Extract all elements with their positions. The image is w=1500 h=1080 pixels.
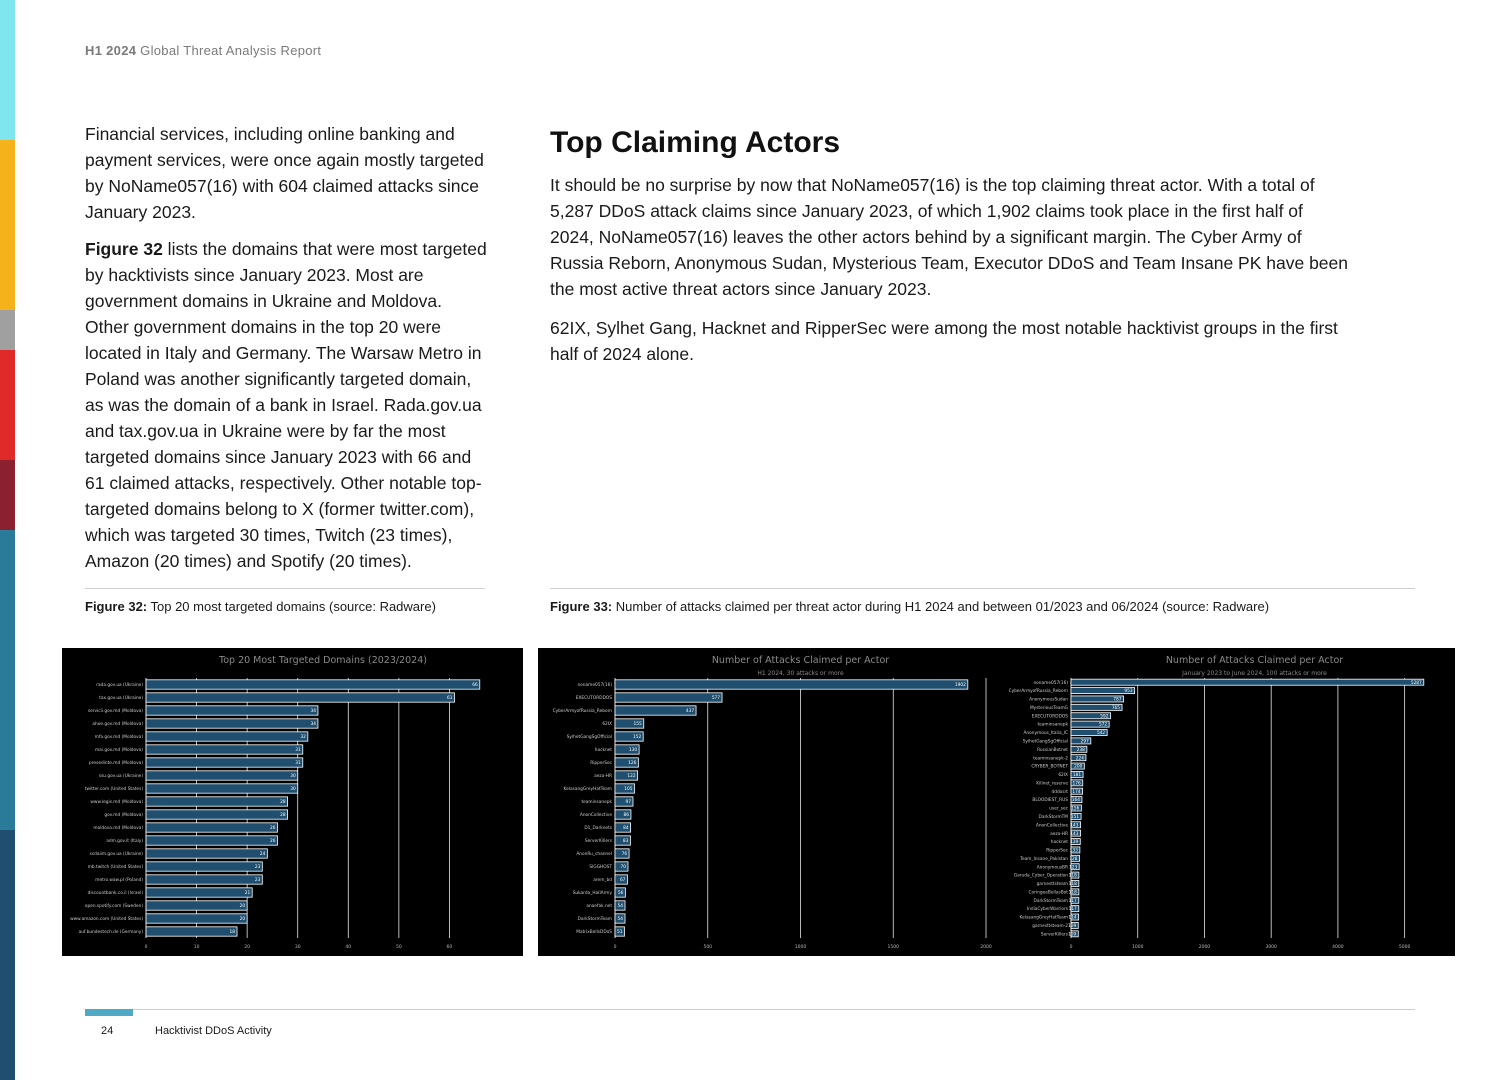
domains-chart-category-label: open.spotify.com (Sweden)	[84, 904, 143, 910]
domains-chart-bar	[146, 797, 288, 806]
actors-total-chart-value-label: 109	[1068, 932, 1077, 938]
domains-chart-category-label: www.amazon.com (United States)	[70, 917, 143, 923]
actors-total-chart-category-label: teaminsanepk-2	[1033, 756, 1068, 762]
actors-h1-chart-category-label: SylhetGangSgOfficial	[566, 735, 612, 741]
actors-total-chart-value-label: 133	[1069, 848, 1078, 854]
actors-h1-chart-value-label: 577	[711, 696, 721, 702]
actors-total-chart-category-label: Garuda_Cyber_Operation	[1013, 873, 1068, 879]
actors-total-chart-category-label: AnonymousSudan	[1029, 697, 1068, 703]
actors-h1-chart-value-label: 152	[632, 735, 642, 741]
footer-section-title: Hacktivist DDoS Activity	[155, 1025, 272, 1037]
domains-chart-bar	[146, 745, 303, 754]
actors-h1-chart-category-label: D1_Darknets	[584, 826, 612, 832]
domains-chart-bar	[146, 693, 454, 702]
actors-h1-chart-category-label: RipperSec	[590, 761, 612, 767]
actors-total-chart-category-label: noname057(16)	[1033, 680, 1068, 686]
domains-chart-bar	[146, 901, 247, 910]
actors-h1-chart-value-label: 84	[623, 826, 629, 832]
domains-chart-x-tick-label: 40	[345, 945, 352, 950]
actors-h1-chart-x-tick-label: 1500	[887, 945, 899, 950]
domains-chart-category-label: tax.gov.ua (Ukraine)	[99, 696, 143, 702]
decorative-stripe-navy	[0, 830, 15, 1080]
actors-h1-chart-title: Number of Attacks Claimed per Actor	[711, 655, 890, 666]
actor-claims-charts	[538, 648, 1455, 956]
actors-total-chart-value-label: 118	[1068, 890, 1077, 896]
actors-h1-chart-category-label: 62IX	[602, 722, 612, 728]
actors-total-chart-category-label: EXECUTORDDOS	[1031, 714, 1068, 720]
domains-chart-bar	[146, 680, 480, 689]
domains-chart-bar	[146, 719, 318, 728]
actors-total-chart-value-label: 592	[1100, 714, 1109, 720]
actors-total-chart-category-label: CyberArmyofRussia_Reborn	[1008, 689, 1068, 695]
actors-total-chart-category-label: KelasangGreyHatTeam	[1019, 915, 1068, 921]
actors-total-chart-category-label: AnonCollective	[1035, 823, 1068, 829]
actors-h1-chart-category-label: AnonCollective	[579, 813, 612, 819]
domains-chart-x-tick-label: 20	[244, 945, 251, 950]
actors-h1-chart-value-label: 83	[622, 839, 629, 845]
decorative-stripe-maroon	[0, 460, 15, 530]
actors-total-chart-category-label: CRYBER_BOTNET	[1031, 764, 1068, 770]
domains-chart-bar	[146, 784, 298, 793]
domains-chart-bar	[146, 732, 308, 741]
actors-h1-chart-value-label: 86	[623, 813, 629, 819]
actors-total-chart-value-label: 123	[1069, 865, 1078, 871]
actors-h1-chart-category-label: MatrixBellsDDoS	[576, 930, 612, 936]
report-year: H1 2024	[85, 43, 137, 58]
actors-h1-chart-category-label: anaefak.net	[586, 904, 612, 910]
decorative-stripe-red	[0, 350, 15, 460]
actors-total-chart-value-label: 118	[1068, 873, 1077, 879]
domains-chart-bar	[146, 862, 262, 871]
right-paragraph-1: It should be no surprise by now that NoName057(16) is the top claiming threat actor. With a total of 5,287 DDoS attack claims since January 2023, of which 1,902 claims took place in the first half of 2024, NoName057(16) leaves the other actors behind by a significant margin. The Cyber Army of Russia Reborn, Anonymous Sudan, Mysterious Team, Executor DDoS and Team Insane PK have been the most active threat actors since January 2023.	[550, 175, 1348, 299]
actors-total-chart-value-label: 174	[1072, 789, 1081, 795]
right-paragraph-2: 62IX, Sylhet Gang, Hacknet and RipperSec were among the most notable hacktivist groups in the first half of 2024 alone.	[550, 318, 1338, 364]
domains-chart-x-tick-label: 30	[294, 945, 301, 950]
domains-chart-value-label: 20	[239, 904, 246, 910]
actors-h1-chart-category-label: ServerKillers	[584, 839, 612, 845]
actors-total-chart-value-label: 297	[1080, 739, 1089, 745]
domains-chart-category-label: auf.bundestech.de (Germany)	[78, 930, 143, 936]
page-number: 24	[101, 1025, 114, 1037]
report-header	[85, 43, 321, 58]
actors-h1-chart-value-label: 126	[628, 761, 637, 767]
actors-total-chart-x-tick-label: 3000	[1265, 945, 1277, 950]
actors-total-chart-category-label: aeza-HR	[1050, 831, 1068, 837]
actors-h1-chart-x-tick-label: 500	[703, 945, 713, 950]
actors-h1-chart-category-label: KelasangGreyHatTeam	[563, 787, 612, 793]
actors-total-chart-value-label: 5287	[1410, 680, 1422, 686]
decorative-stripe-teal	[0, 530, 15, 830]
actors-total-chart-value-label: 765	[1111, 705, 1121, 711]
domains-chart-category-label: metro.waw.pl (Poland)	[95, 878, 143, 884]
actors-total-chart-value-label: 143	[1070, 831, 1079, 837]
actors-total-chart-x-tick-label: 1000	[1132, 945, 1144, 950]
figure-33-caption	[550, 599, 1269, 614]
actors-h1-chart-category-label: Sukarda_HallArmy	[572, 891, 612, 897]
actors-total-chart-value-label: 181	[1072, 773, 1082, 779]
domains-chart-category-label: www.legis.md (Moldova)	[90, 800, 143, 806]
actors-h1-chart-x-tick-label: 1000	[794, 945, 807, 950]
actors-total-chart-category-label: user_sec	[1049, 806, 1068, 812]
figure-reference: Figure 32	[85, 239, 163, 259]
left-paragraph-2	[85, 236, 487, 574]
report-title: Global Threat Analysis Report	[136, 43, 322, 58]
domains-chart-value-label: 31	[295, 761, 301, 767]
domains-chart-bar	[146, 914, 247, 923]
actors-total-chart-x-tick-label: 5000	[1398, 945, 1411, 950]
domains-chart-value-label: 30	[290, 787, 296, 793]
actors-h1-chart-x-tick-label: 0	[613, 945, 617, 950]
domains-chart-category-label: servicii.gov.md (Moldova)	[87, 709, 143, 715]
actors-total-chart-value-label: 109	[1068, 924, 1077, 930]
actors-h1-chart-category-label: CyberArmyofRussia_Reborn	[552, 709, 612, 715]
actors-h1-chart-category-label: hacknet	[594, 748, 612, 754]
actors-total-chart-value-label: 224	[1075, 756, 1084, 762]
actors-total-chart-title: Number of Attacks Claimed per Actor	[1165, 655, 1344, 666]
actors-h1-chart-bar	[615, 706, 696, 715]
domains-chart-value-label: 34	[310, 722, 316, 728]
actors-h1-chart-subtitle: H1 2024, 30 attacks or more	[757, 670, 844, 677]
right-column	[550, 124, 1350, 380]
actors-total-chart-value-label: 176	[1072, 781, 1081, 787]
decorative-stripe-gray	[0, 310, 15, 350]
actors-total-chart-value-label: 572	[1098, 722, 1108, 728]
domains-chart-bar	[146, 836, 277, 845]
actors-total-chart-value-label: 156	[1071, 806, 1080, 812]
actors-h1-chart-value-label: 67	[619, 878, 626, 884]
domains-chart-category-label: discountbank.co.il (Israel)	[87, 891, 143, 897]
domains-chart-x-tick-label: 50	[395, 945, 402, 950]
actors-h1-chart-value-label: 54	[617, 917, 624, 923]
actors-total-chart-category-label: garnesttsteam	[1036, 882, 1068, 888]
figure-32-label: Figure 32:	[85, 599, 148, 614]
actors-total-chart-category-label: Killnet_reserve	[1036, 781, 1068, 787]
actors-total-chart-value-label: 787	[1113, 697, 1122, 703]
domains-chart-bar	[146, 758, 303, 767]
domains-chart-category-label: rada.gov.ua (Ukraine)	[96, 683, 143, 689]
domains-chart-title: Top 20 Most Targeted Domains (2023/2024)	[219, 655, 427, 666]
actors-h1-chart-value-label: 70	[620, 865, 626, 871]
actors-total-chart-value-label: 128	[1069, 856, 1078, 862]
domains-chart-value-label: 20	[239, 917, 246, 923]
actors-total-chart-category-label: ServerKillers	[1040, 932, 1068, 938]
actors-total-chart-value-label: 238	[1076, 747, 1085, 753]
domains-chart-value-label: 23	[254, 865, 261, 871]
footer-rule	[133, 1009, 1415, 1010]
domains-chart-value-label: 31	[295, 748, 301, 754]
domains-chart-value-label: 18	[229, 930, 236, 936]
decorative-stripe-cyan	[0, 0, 15, 140]
actors-h1-chart-value-label: 155	[633, 722, 642, 728]
domains-chart-category-label: ssu.gov.ua (Ukraine)	[98, 774, 143, 780]
domains-chart-x-tick-label: 10	[193, 945, 200, 950]
domains-chart-bar	[146, 927, 237, 936]
actors-total-chart-category-label: IndiaCyberWarriors	[1026, 907, 1068, 913]
domains-chart-value-label: 26	[270, 839, 276, 845]
actors-h1-chart-bar	[615, 693, 722, 702]
domains-chart-value-label: 28	[280, 813, 286, 819]
actors-total-chart-value-label: 164	[1071, 798, 1080, 804]
actors-h1-chart-category-label: arem_bd	[593, 878, 612, 884]
domains-chart-bar	[146, 823, 277, 832]
domains-chart-bar	[146, 875, 262, 884]
figure-33-text: Number of attacks claimed per threat actor during H1 2024 and between 01/2023 and 06/2024 (source: Radware)	[612, 599, 1270, 614]
domains-chart-category-label: gov.md (Moldova)	[104, 813, 143, 819]
actors-h1-chart-value-label: 105	[624, 787, 633, 793]
actors-h1-chart-value-label: 122	[627, 774, 636, 780]
domains-chart-bar	[146, 706, 318, 715]
domains-chart-category-label: ssdaiim.gov.ua (Ukraine)	[89, 852, 143, 858]
domains-chart-x-tick-label: 60	[446, 945, 453, 950]
actors-total-chart-category-label: BLOODIEST_RUS	[1032, 798, 1068, 804]
left-paragraph-2-text: lists the domains that were most targeted by hacktivists since January 2023. Most are government domains in Ukraine and Moldova. Other government domains in the top 20 were located in Italy and Germany. The Warsaw Metro in Poland was another significantly targeted domain, as was the domain of a bank in Israel. Rada.gov.ua and tax.gov.ua in Ukraine were by far the most targeted domains since January 2023 with 66 and 61 claimed attacks, respectively. Other notable top-targeted domains belong to X (former twitter.com), which was targeted 30 times, Twitch (23 times), Amazon (20 times) and Spotify (20 times).	[85, 239, 487, 571]
figure-32-chart-panel	[62, 648, 523, 956]
domains-chart-category-label: moldova.md (Moldova)	[93, 826, 143, 832]
actors-total-chart-value-label: 200	[1074, 764, 1083, 770]
top-domains-chart	[62, 648, 523, 956]
actors-total-chart-value-label: 143	[1070, 823, 1079, 829]
actors-total-chart-category-label: Team_Insane_Pakistan	[1020, 856, 1068, 862]
actors-h1-chart-value-label: 97	[625, 800, 631, 806]
domains-chart-bar	[146, 849, 267, 858]
figure-32-text: Top 20 most targeted domains (source: Radware)	[147, 599, 436, 614]
actors-total-chart-category-label: dddosrt	[1051, 789, 1068, 795]
domains-chart-category-label: twitter.com (United States)	[84, 787, 143, 793]
actors-h1-chart-value-label: 437	[685, 709, 695, 715]
figure-32-caption	[85, 599, 436, 614]
domains-chart-bar	[146, 810, 288, 819]
actors-total-chart-value-label: 114	[1068, 915, 1077, 921]
actors-h1-chart-value-label: 130	[628, 748, 638, 754]
actors-total-chart-value-label: 117	[1068, 907, 1077, 913]
domains-chart-value-label: 30	[290, 774, 296, 780]
actors-total-chart-value-label: 118	[1068, 882, 1077, 888]
domains-chart-value-label: 32	[300, 735, 306, 741]
domains-chart-value-label: 34	[310, 709, 316, 715]
domains-chart-value-label: 21	[244, 891, 251, 897]
domains-chart-category-label: mfa.gov.md (Moldova)	[94, 735, 143, 741]
left-column	[85, 121, 487, 585]
caption-rule-right	[550, 588, 1415, 589]
footer-accent-bar	[85, 1009, 133, 1016]
actors-total-chart-subtitle: January 2023 to June 2024, 100 attacks or more	[1182, 670, 1327, 677]
actors-total-chart-category-label: garnesttsteam-2	[1032, 924, 1068, 930]
section-heading: Top Claiming Actors	[550, 126, 841, 159]
actors-total-chart-x-tick-label: 0	[1069, 945, 1073, 950]
actors-h1-chart-value-label: 76	[621, 852, 628, 858]
figure-33-label: Figure 33:	[550, 599, 613, 614]
actors-total-chart-category-label: SylhetGangSgOfficial	[1022, 739, 1068, 745]
actors-h1-chart-category-label: aeza-HR	[594, 774, 612, 780]
left-paragraph-1: Financial services, including online banking and payment services, were once again mostly targeted by NoName057(16) with 604 claimed attacks since January 2023.	[85, 124, 484, 222]
domains-chart-category-label: mai.gov.md (Moldova)	[94, 748, 143, 754]
actors-h1-chart-x-tick-label: 2000	[980, 945, 992, 950]
domains-chart-category-label: adm.gov.it (Italy)	[106, 839, 143, 845]
actors-total-chart-category-label: Anonymous_Italia_IC	[1023, 731, 1068, 737]
domains-chart-value-label: 66	[472, 683, 478, 689]
domains-chart-value-label: 26	[270, 826, 276, 832]
actors-total-chart-category-label: RipperSec	[1046, 848, 1068, 854]
actors-total-chart-bar	[1071, 679, 1424, 685]
actors-total-chart-x-tick-label: 2000	[1198, 945, 1211, 950]
domains-chart-value-label: 61	[447, 696, 453, 702]
actors-total-chart-category-label: 62IX	[1058, 773, 1068, 779]
domains-chart-category-label: presedinte.md (Moldova)	[89, 761, 143, 767]
actors-h1-chart-bar	[615, 680, 968, 689]
actors-total-chart-value-label: 151	[1070, 814, 1080, 820]
domains-chart-bar	[146, 888, 252, 897]
actors-h1-chart-category-label: noname057(16)	[577, 683, 612, 689]
domains-chart-value-label: 23	[254, 878, 261, 884]
actors-total-chart-category-label: DarkStormTM	[1038, 814, 1068, 820]
actors-h1-chart-category-label: teaminsanepk	[581, 800, 612, 806]
actors-h1-chart-category-label: EXECUTORDDOS	[575, 696, 612, 702]
actors-h1-chart-value-label: 51	[616, 930, 623, 936]
domains-chart-category-label: ahoe.gov.md (Moldova)	[92, 722, 143, 728]
actors-h1-chart-value-label: 56	[617, 891, 624, 897]
actors-total-chart-category-label: AnonymousBR	[1036, 865, 1068, 871]
actors-h1-chart-value-label: 54	[617, 904, 624, 910]
domains-chart-x-tick-label: 0	[144, 945, 148, 950]
actors-total-chart-category-label: CoringeeBellasBot	[1028, 890, 1068, 896]
actors-h1-chart-category-label: SIGGHOST	[589, 865, 612, 871]
actors-total-chart-value-label: 542	[1096, 731, 1106, 737]
actors-total-chart-value-label: 117	[1068, 898, 1077, 904]
actors-h1-chart-category-label: DarkStormTeam	[577, 917, 612, 923]
actors-total-chart-value-label: 139	[1070, 840, 1079, 846]
actors-total-chart-x-tick-label: 4000	[1332, 945, 1344, 950]
figure-33-chart-panel	[538, 648, 1455, 956]
actors-total-chart-category-label: hacknet	[1050, 840, 1068, 846]
actors-total-chart-category-label: teaminsanepk	[1037, 722, 1068, 728]
actors-total-chart-category-label: RussianBotnet	[1037, 747, 1068, 753]
domains-chart-value-label: 24	[259, 852, 266, 858]
domains-chart-category-label: mb.twitch (United States)	[87, 865, 143, 871]
actors-total-chart-category-label: DarkStormTeam	[1033, 898, 1068, 904]
actors-total-chart-value-label: 953	[1124, 689, 1133, 695]
actors-total-chart-category-label: MysteriousTeamG	[1029, 705, 1068, 711]
domains-chart-bar	[146, 771, 298, 780]
actors-h1-chart-category-label: AnonRu_channel	[576, 852, 612, 858]
caption-rule-left	[85, 588, 485, 589]
domains-chart-value-label: 28	[280, 800, 286, 806]
decorative-stripe-yellow	[0, 140, 15, 310]
actors-h1-chart-value-label: 1902	[954, 683, 966, 689]
